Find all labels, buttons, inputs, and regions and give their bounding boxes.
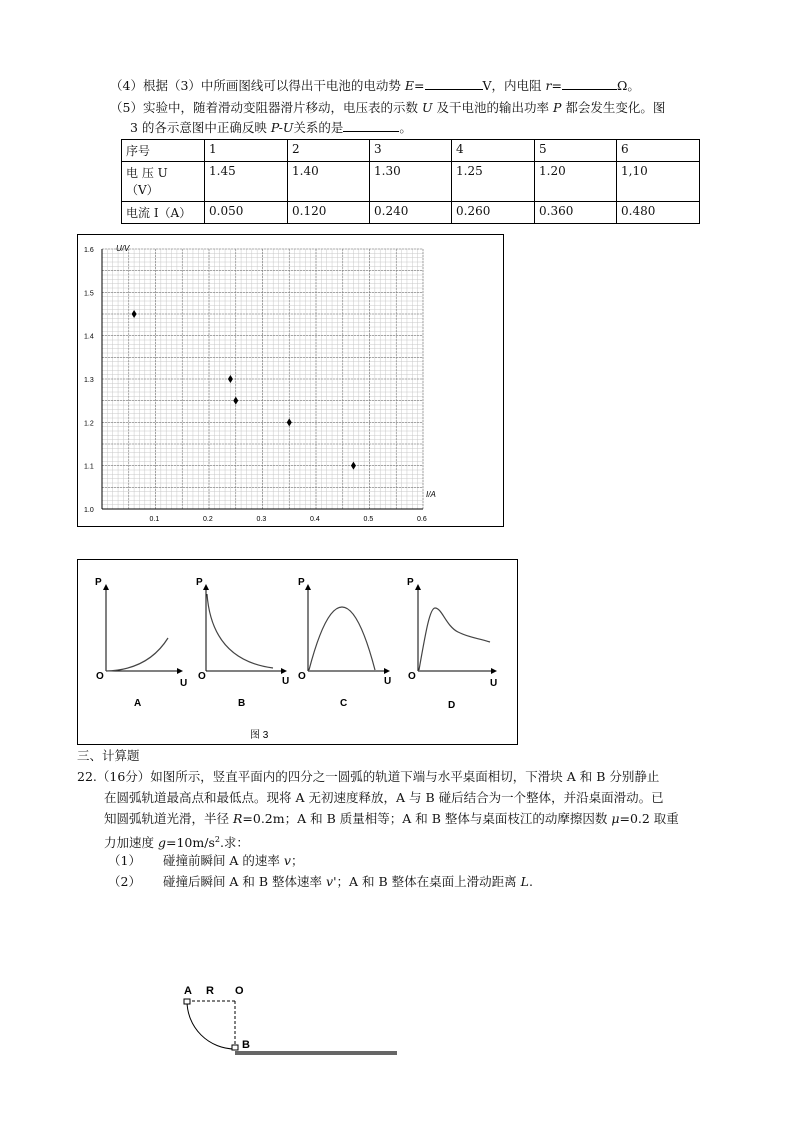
option-label: B — [238, 698, 246, 709]
figure-3-panel-d — [407, 577, 497, 711]
p-axis-label: P — [95, 577, 102, 588]
q22-subquestion-2 — [108, 873, 533, 891]
q5-line1 — [110, 99, 665, 117]
block-b — [232, 1045, 238, 1050]
x-tick-label: 0.4 — [310, 516, 320, 523]
table-cell: 0.120 — [288, 202, 370, 224]
x-tick-label: 0.2 — [203, 516, 213, 523]
ui-scatter-chart — [78, 235, 503, 526]
y-tick-label: 1.1 — [84, 463, 94, 471]
y-tick-label: 1.0 — [84, 507, 94, 514]
q5-text-a: （5）实验中，随着滑动变阻器滑片移动，电压表的示数 — [110, 100, 422, 115]
table-row — [122, 140, 700, 162]
q4-text: （4）根据（3）中所画图线可以得出干电池的电动势 — [110, 78, 405, 93]
voltage-unit: （V） — [126, 183, 159, 197]
x-axis-label: I/A — [426, 490, 436, 499]
sub-num: （2） — [108, 874, 141, 889]
sub-num: （1） — [108, 853, 141, 868]
table-cell: 2 — [288, 140, 370, 162]
section-title: 三、计算题 — [77, 748, 140, 763]
q5-text-b: 及干电池的输出功率 — [432, 100, 553, 115]
sub-var: L — [520, 874, 529, 889]
q4-ohm-unit: Ω。 — [616, 78, 640, 93]
table-cell: 0.260 — [452, 202, 535, 224]
table-cell: 0.360 — [535, 202, 617, 224]
option-label: C — [340, 698, 348, 709]
block-a — [184, 999, 190, 1004]
pu-answer-blank[interactable] — [343, 119, 399, 132]
table-cell: 3 — [370, 140, 452, 162]
q22-r-var: R — [232, 811, 243, 826]
u-axis-label: U — [490, 678, 498, 689]
p-axis-label: P — [298, 577, 305, 588]
ui-graph-frame — [77, 234, 504, 527]
table-cell: 1.25 — [452, 162, 535, 202]
table-surface — [235, 1051, 397, 1055]
curve-d — [419, 608, 490, 670]
q5-text-c: 都会发生变化。图 — [561, 100, 666, 115]
data-point — [132, 310, 137, 318]
emf-blank[interactable] — [425, 77, 483, 90]
table-cell: 4 — [452, 140, 535, 162]
q4-e-var: E — [404, 78, 415, 93]
q22-line4 — [104, 831, 249, 852]
table-cell: 1.45 — [205, 162, 288, 202]
q22-mu-var: μ — [611, 811, 620, 826]
p-axis-label: P — [407, 577, 414, 588]
sub-text: . — [528, 874, 533, 889]
voltage-label: 电 压 U — [126, 166, 168, 180]
table-cell: 1.20 — [535, 162, 617, 202]
y-tick-label: 1.4 — [84, 333, 94, 341]
sub-text: ； — [290, 853, 304, 868]
arc-track — [187, 1001, 235, 1049]
table-cell: 0.050 — [205, 202, 288, 224]
x-tick-label: 0.1 — [149, 516, 160, 523]
sub-var: v' — [326, 874, 337, 889]
curve-b — [207, 594, 273, 668]
q4-r-var: r — [545, 78, 552, 93]
data-point — [233, 397, 238, 405]
y-tick-label: 1.5 — [84, 290, 94, 298]
label-o: O — [235, 985, 244, 997]
u-axis-label: U — [384, 676, 392, 687]
figure-3-caption: 图 3 — [250, 730, 269, 741]
q22-line1: 22.（16分）如图所示，竖直平面内的四分之一圆弧的轨道下端与水平桌面相切，下滑块 A 和 B 分别静止 — [77, 769, 660, 784]
row-label-index: 序号 — [122, 140, 205, 162]
q22-subquestion-1 — [108, 852, 303, 870]
u-axis-label: U — [180, 678, 188, 689]
q4-line — [110, 77, 640, 95]
option-label: A — [134, 698, 142, 709]
q22-text: 力加速度 — [104, 835, 158, 851]
q5-p-var: P — [552, 100, 562, 115]
origin-label: O — [198, 671, 206, 682]
q22-text: =10m/s — [166, 835, 215, 851]
resistance-blank[interactable] — [562, 77, 617, 90]
origin-label: O — [96, 671, 104, 682]
q22-exponent: 2 — [214, 835, 220, 844]
figure-3-panel-b — [196, 577, 289, 709]
data-point — [287, 418, 292, 426]
curve-a — [106, 638, 168, 671]
label-r: R — [206, 985, 214, 997]
q4-v-unit: V，内电阻 — [482, 78, 546, 93]
q22-text: =0.2 取重 — [619, 811, 679, 826]
origin-label: O — [408, 671, 416, 682]
origin-label: O — [298, 671, 306, 682]
data-table — [121, 139, 700, 224]
q5-line2 — [130, 119, 412, 137]
sub-var: v — [283, 853, 291, 868]
table-cell: 6 — [617, 140, 700, 162]
row-label-voltage — [122, 162, 205, 202]
row-label-current: 电流 I（A） — [122, 202, 205, 224]
x-tick-label: 0.6 — [417, 516, 427, 523]
q22-line3 — [104, 810, 679, 828]
q22-text: .求： — [219, 835, 249, 851]
q5-text-e: 关系的是 — [293, 120, 344, 135]
figure-3-frame — [77, 559, 518, 745]
label-b: B — [242, 1039, 250, 1051]
q5-text-d: 3 的各示意图中正确反映 — [130, 120, 271, 135]
table-row — [122, 202, 700, 224]
q22-text: 知圆弧轨道光滑，半径 — [104, 811, 233, 826]
data-point — [351, 462, 356, 470]
table-cell: 1.30 — [370, 162, 452, 202]
sub-text: 碰撞前瞬间 A 的速率 — [162, 853, 284, 868]
table-cell: 1 — [205, 140, 288, 162]
q4-e-eq: = — [414, 78, 425, 93]
table-cell: 1,10 — [617, 162, 700, 202]
option-label: D — [448, 700, 456, 711]
y-tick-label: 1.2 — [84, 420, 94, 428]
table-cell: 1.40 — [288, 162, 370, 202]
sub-text: 碰撞后瞬间 A 和 B 整体速率 — [162, 874, 327, 889]
data-point — [228, 375, 233, 383]
table-cell: 0.240 — [370, 202, 452, 224]
figure-3-panel-c — [298, 577, 391, 709]
q4-r-eq: = — [551, 78, 562, 93]
figure-3-panel-a — [95, 577, 187, 709]
y-axis-label: U/V — [116, 244, 130, 253]
table-row — [122, 162, 700, 202]
arc-track-diagram — [175, 980, 405, 1065]
table-cell: 0.480 — [617, 202, 700, 224]
q22-text: =0.2m；A 和 B 质量相等；A 和 B 整体与桌面枝江的动摩擦因数 — [242, 811, 612, 826]
figure-3 — [78, 560, 517, 744]
y-tick-label: 1.3 — [84, 377, 94, 384]
x-tick-label: 0.3 — [256, 516, 267, 523]
sub-text: ；A 和 B 整体在桌面上滑动距离 — [336, 874, 521, 889]
q5-pu-var: P-U — [270, 120, 294, 135]
u-axis-label: U — [282, 676, 290, 687]
x-tick-label: 0.5 — [363, 516, 374, 523]
label-a: A — [184, 985, 192, 997]
q5-text-end: 。 — [399, 120, 412, 135]
q5-u-var: U — [421, 100, 433, 115]
p-axis-label: P — [196, 577, 203, 588]
q22-g-var: g — [157, 835, 166, 851]
table-cell: 5 — [535, 140, 617, 162]
q22-line2: 在圆弧轨道最高点和最低点。现将 A 无初速度释放，A 与 B 碰后结合为一个整体，并沿桌面滑动。已 — [104, 790, 664, 805]
y-tick-label: 1.6 — [84, 247, 94, 254]
curve-c — [309, 607, 375, 670]
